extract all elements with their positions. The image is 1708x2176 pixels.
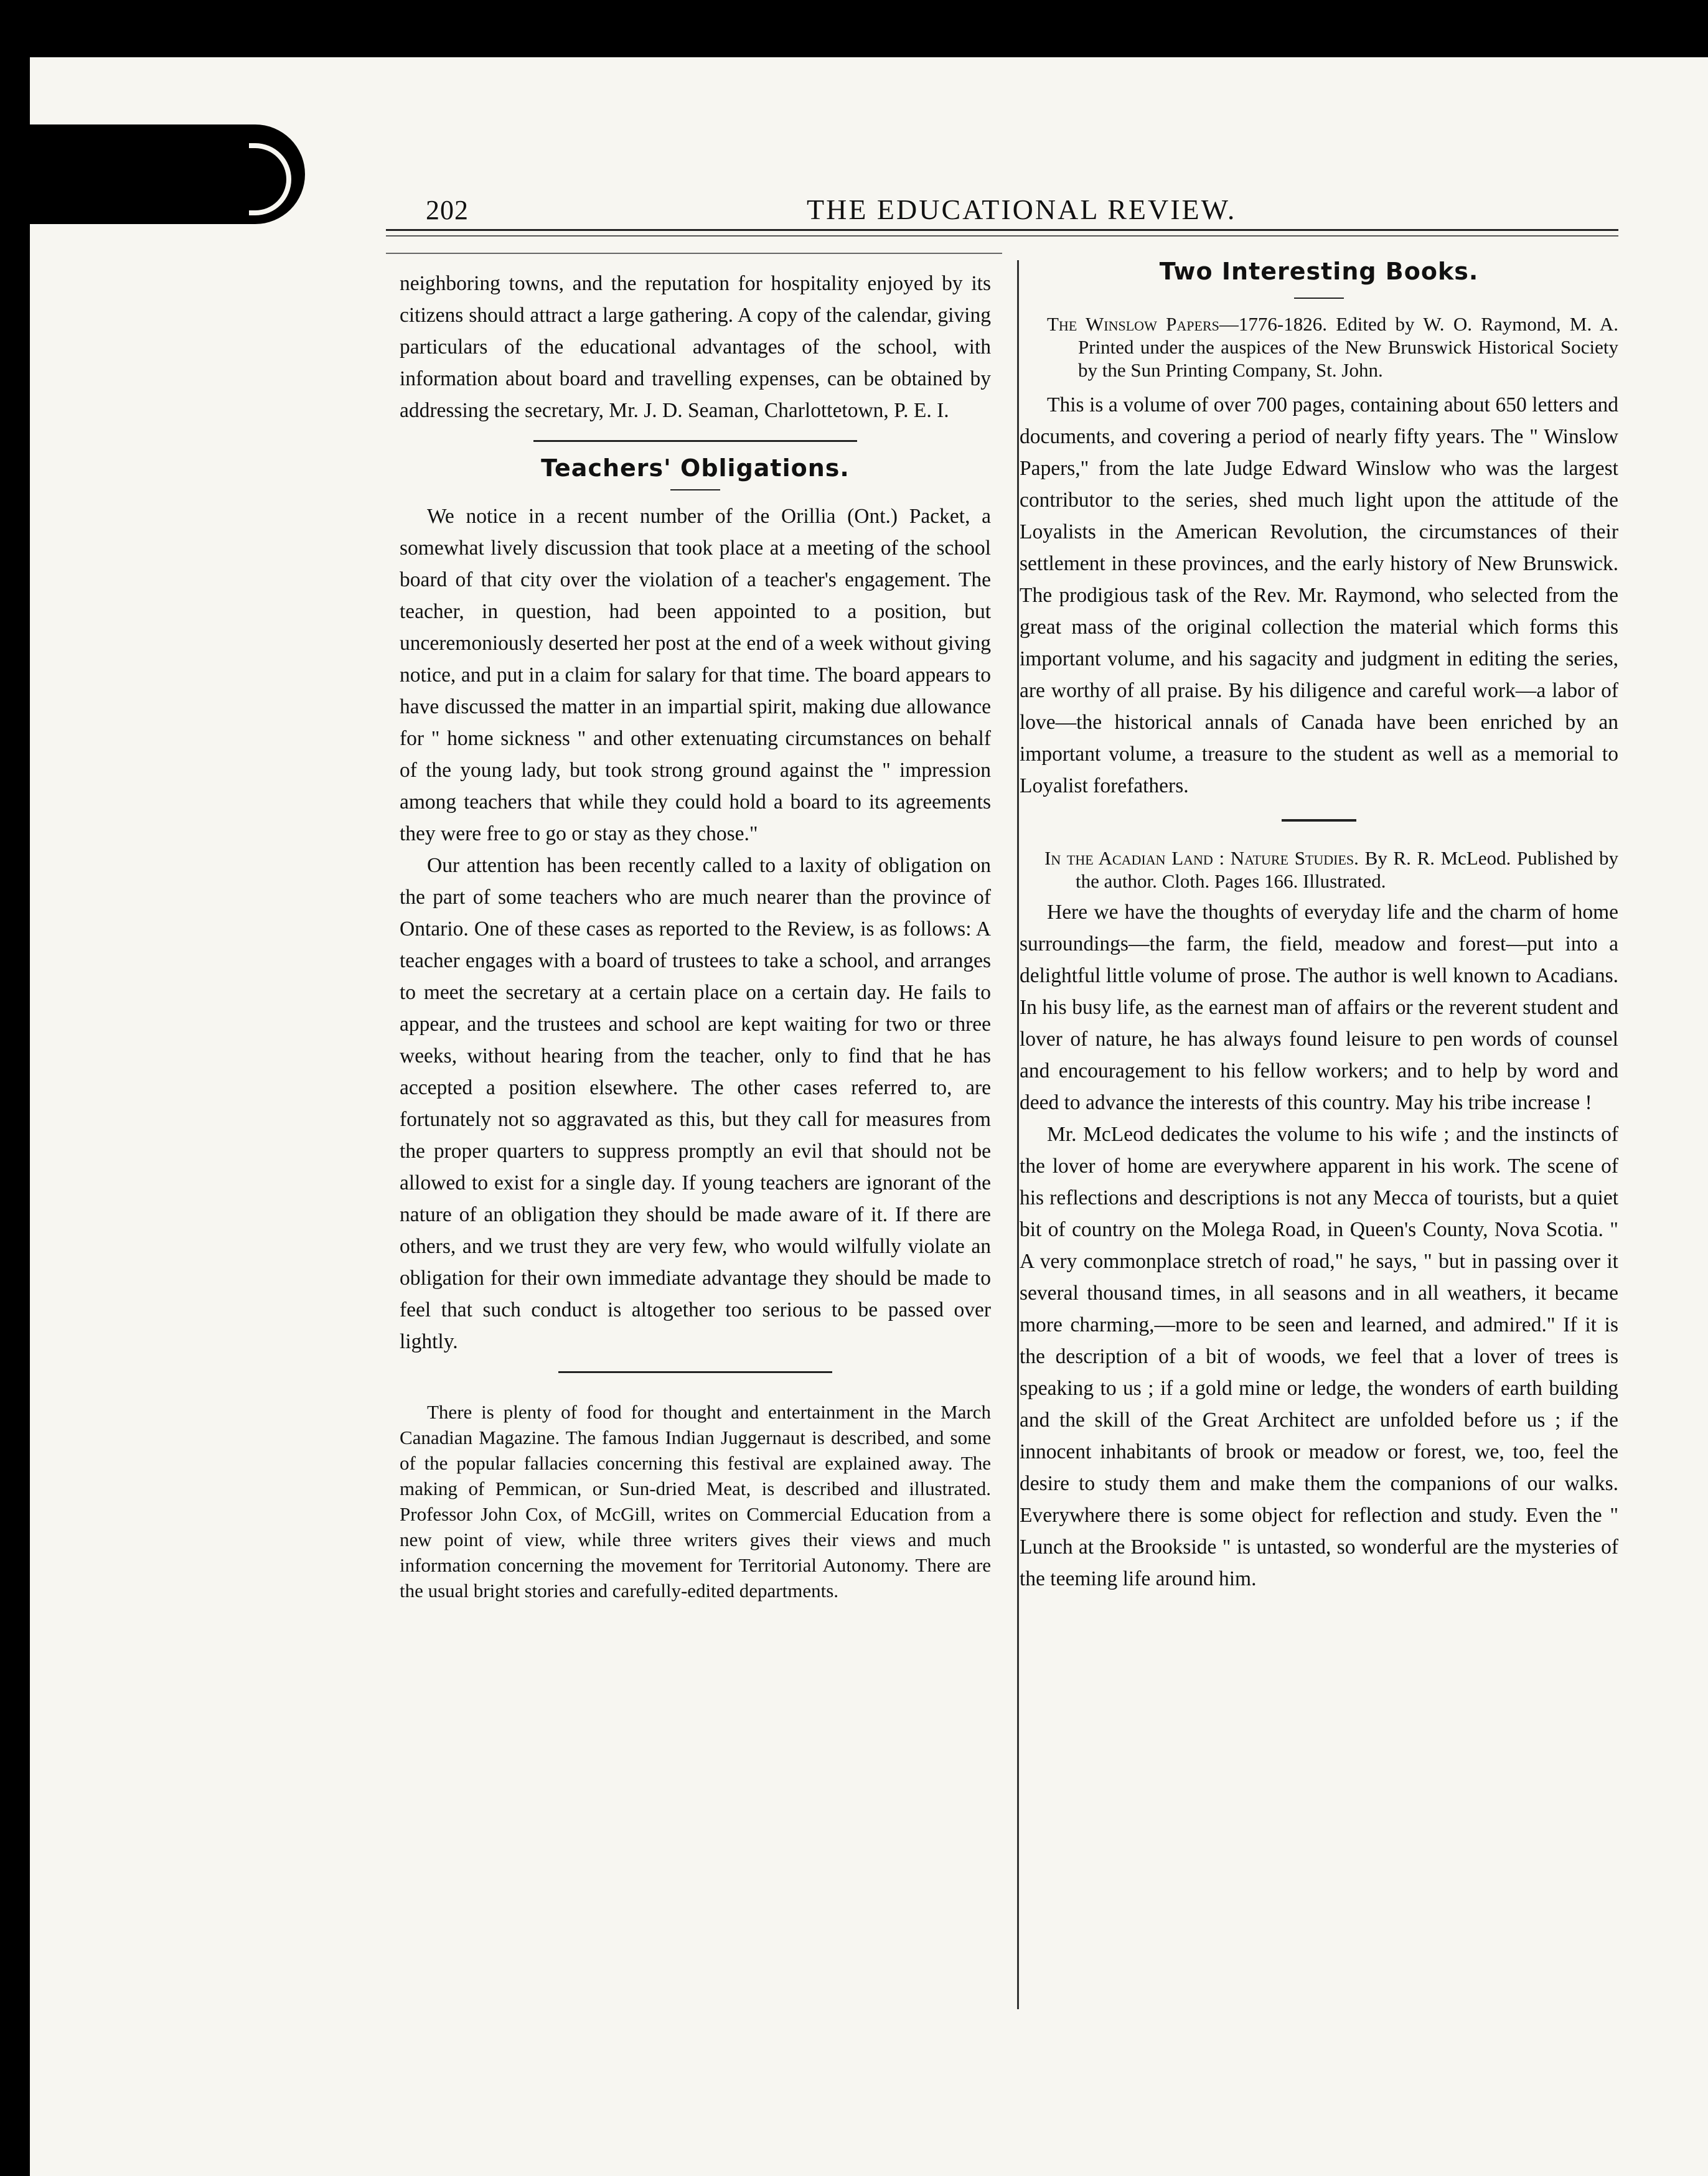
title-rule (1294, 298, 1344, 299)
article-paragraph: Our attention has been recently called to a laxity of obligation on the part of some teachers who are much nearer than the province of Ontario. One of these cases as reported to the Review, is as follows: A teacher engages with a board of trustees to take a school, and arranges to meet the secretary at a certain place on a certain day. He fails to appear, and the trustees and school are kept waiting for two or three weeks, without hearing from the teacher, only to find that he has accepted a position elsewhere. The other cases referred to, are fortunately not so aggravated as this, but they call for measures from the proper quarters to suppress promptly an evil that should not be allowed to exist for a single day. If young teachers are ignorant of the nature of an obligation they should be made aware of it. If there are others, and we trust they are very few, who would wilfully violate an obligation for their own immediate advantage they should be made to feel that such conduct is altogether too serious to be passed over lightly. (400, 854, 991, 1353)
left-column (400, 268, 991, 1603)
header-rule (386, 253, 1002, 254)
title-rule (670, 489, 720, 490)
intro-paragraph: neighboring towns, and the reputation for hospitality enjoyed by its citizens should attract a large gathering. A copy of the calendar, giving particulars of the educational advantages of the school, with information about board and travelling expenses, can be obtained by addressing the secretary, Mr. J. D. Seaman, Charlottetown, P. E. I. (400, 272, 991, 422)
header-rule (386, 229, 1618, 231)
book-review: Mr. McLeod dedicates the volume to his wife ; and the instincts of the lover of home are everywhere apparent in his work. The scene of his reflections and descriptions is not any Mecca of tourists, but a quiet bit of country on the Molega Road, in Queen's County, Nova Scotia. " A very commonplace stretch of road," he says, " but in passing over it several thousand times, in all seasons and in all weathers, it became more charming,—more to be seen and learned, and admired." If it is the description of a bit of woods, we feel that a lover of trees is speaking to us ; if a gold mine or ledge, the wonders of earth building and the skill of the Great Architect are unfolded before us ; if the innocent inhabitants of brook or meadow or forest, we, too, feel the desire to study them and make them the companions of our walks. Everywhere there is some object for reflection and study. Even the " Lunch at the Brookside " is untasted, so wonderful are the mysteries of the teeming life around him. (1020, 1123, 1618, 1590)
scanner-shadow (0, 124, 305, 224)
column-divider (1017, 260, 1019, 2009)
section-title-two-books: Two Interesting Books. (1159, 258, 1479, 285)
book-review: Here we have the thoughts of everyday life and the charm of home surroundings—the farm, the field, meadow and forest—put into a delightful little volume of prose. The author is well known to Acadians. In his busy life, as the earnest man of affairs or the reverent student and lover of nature, he has always found leisure to pen words of counsel and encouragement to his fellow workers; and to help by word and deed to advance the interests of this country. May his tribe increase ! (1020, 901, 1618, 1114)
section-rule (533, 440, 857, 442)
header-rule (386, 235, 1618, 237)
page-number: 202 (426, 195, 469, 225)
book-citation (1020, 312, 1618, 382)
magazine-note: There is plenty of food for thought and entertainment in the March Canadian Magazine. The famous Indian Juggernaut is described, and some of the popular fallacies concerning this festival are explained away. The making of Pemmican, or Sun-dried Meat, is described and illustrated. Professor John Cox, of McGill, writes on Commercial Education from a new point of view, while three writers gives their views and much information concerning the movement for Territorial Autonomy. There are the usual bright stories and carefully-edited departments. (400, 1401, 991, 1602)
book-review: This is a volume of over 700 pages, containing about 650 letters and documents, and covering a period of nearly fifty years. The " Winslow Papers," from the late Judge Edward Winslow who was the largest contributor to the series, shed much light upon the attitude of the Loyalists in the American Revolution, the circumstances of their settlement in these provinces, and the early history of New Brunswick. The prodigious task of the Rev. Mr. Raymond, who selected from the great mass of the original collection the material which forms this important volume, and his sagacity and judgment in editing the series, are worthy of all praise. By his diligence and careful work—a labor of love—the historical annals of Canada have been enriched by an important volume, a treasure to the student as well as a memorial to Loyalist forefathers. (1020, 393, 1618, 797)
book-citation-title: The Winslow Papers (1047, 313, 1219, 335)
book-citation (1020, 846, 1618, 893)
book-citation-details: —1776-1826. Edited by W. O. Raymond, M. A. Printed under the auspices of the New Brunswick Historical Society by the Sun Printing Company, St. John. (1078, 313, 1618, 381)
section-rule (558, 1371, 832, 1373)
article-paragraph: We notice in a recent number of the Orillia (Ont.) Packet, a somewhat lively discussion that took place at a meeting of the school board of that city over the violation of a teacher's engagement. The teacher, in question, had been appointed to a position, but unceremoniously deserted her post at the end of a week without giving notice, and put in a claim for salary for that time. The board appears to have discussed the matter in an impartial spirit, making due allowance for " home sickness " and other extenuating circumstances on behalf of the young lady, but took strong ground against the " impression among teachers that while they could hold a board to its agreements they were free to go or stay as they chose." (400, 505, 991, 845)
book-citation-details: By R. R. McLeod. Published by the author. Cloth. Pages 166. Illustrated. (1076, 847, 1618, 892)
book-citation-title: In the Acadian Land : Nature Studies. (1044, 847, 1359, 869)
journal-title: THE EDUCATIONAL REVIEW. (807, 194, 1237, 225)
right-column (1020, 255, 1618, 1595)
section-rule (1282, 819, 1356, 822)
section-title-teachers-obligations: Teachers' Obligations. (541, 454, 850, 482)
